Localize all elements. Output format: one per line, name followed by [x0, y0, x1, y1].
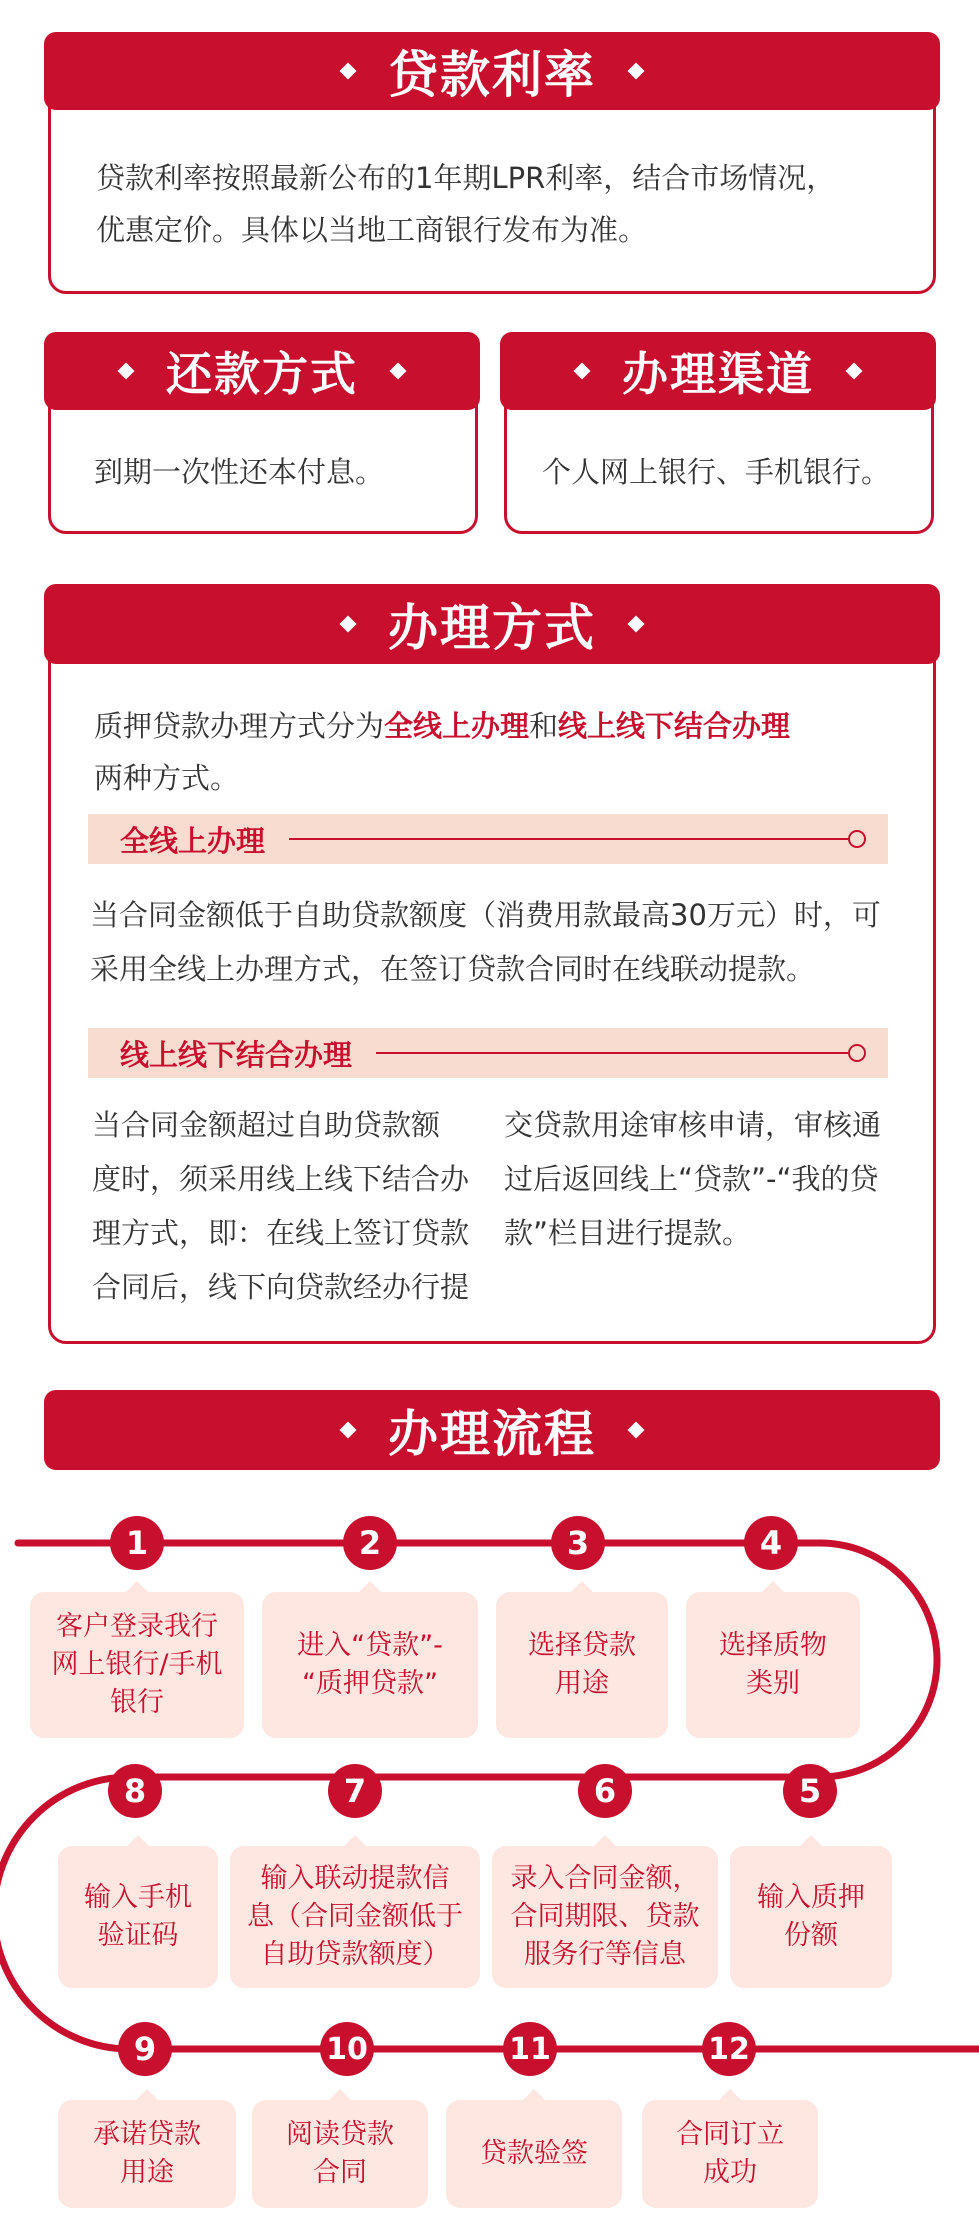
step-6-number: 6	[578, 1764, 632, 1818]
step-2-number: 2	[343, 1516, 397, 1570]
intro-highlight-combined: 线上线下结合办理	[558, 709, 791, 743]
step-2-box	[262, 1592, 478, 1738]
channel-text: 个人网上银行、手机银行。	[542, 455, 891, 489]
intro-highlight-online: 全线上办理	[384, 709, 530, 743]
step-7-text: 输入联动提款信 息（合同金额低于 自助贷款额度）	[247, 1863, 463, 1970]
step-5-number: 5	[783, 1764, 837, 1818]
caret-icon	[127, 1835, 149, 1846]
combined-text-line: 交贷款用途审核申请，审核通	[504, 1108, 882, 1142]
step-12-box	[642, 2100, 818, 2208]
combined-text-line: 过后返回线上“贷款”-“我的贷	[504, 1162, 879, 1196]
step-12-text: 合同订立 成功	[676, 2119, 784, 2188]
caret-icon	[329, 2089, 351, 2100]
step-5-box	[730, 1846, 892, 1988]
repay-text: 到期一次性还本付息。	[94, 455, 385, 489]
online-text-line: 当合同金额低于自助贷款额度（消费用款最高30万元）时，可	[90, 898, 881, 932]
caret-icon	[523, 2089, 545, 2100]
caret-icon	[594, 1835, 616, 1846]
step-6-text: 录入合同金额， 合同期限、贷款 服务行等信息	[510, 1863, 700, 1970]
step-7-number: 7	[328, 1764, 382, 1818]
step-1-text: 客户登录我行 网上银行/手机 银行	[51, 1611, 223, 1718]
step-10-number: 10	[320, 2022, 374, 2076]
rate-title: 贷款利率	[388, 46, 596, 104]
rate-text-line: 优惠定价。具体以当地工商银行发布为准。	[96, 213, 648, 247]
step-1-number: 1	[110, 1516, 164, 1570]
step-3-number: 3	[551, 1516, 605, 1570]
step-4-text: 选择质物 类别	[719, 1630, 827, 1699]
online-text-line: 采用全线上办理方式，在签订贷款合同时在线联动提款。	[90, 952, 816, 986]
step-5-text: 输入质押 份额	[757, 1882, 865, 1951]
combined-text-line: 当合同金额超过自助贷款额	[92, 1108, 441, 1142]
repay-title: 还款方式	[166, 347, 358, 401]
combined-text-line: 度时，须采用线上线下结合办	[92, 1162, 470, 1196]
caret-icon	[571, 1581, 593, 1592]
rate-text-line: 贷款利率按照最新公布的1年期LPR利率，结合市场情况，	[96, 161, 836, 195]
caret-icon	[359, 1581, 381, 1592]
combined-label: 线上线下结合办理	[120, 1037, 353, 1072]
step-10-box	[252, 2100, 428, 2208]
step-11-number: 11	[503, 2022, 557, 2076]
step-4-box	[686, 1592, 860, 1738]
step-1-box	[30, 1592, 244, 1738]
caret-icon	[800, 1835, 822, 1846]
combined-text-line: 理方式，即：在线上签订贷款	[92, 1216, 470, 1250]
step-11-text: 贷款验签	[480, 2138, 588, 2169]
step-2-text: 进入“贷款”- “质押贷款”	[297, 1630, 443, 1699]
caret-icon	[126, 1581, 148, 1592]
channel-title: 办理渠道	[622, 347, 814, 401]
step-12-number: 12	[702, 2022, 756, 2076]
combined-text-line: 款”栏目进行提款。	[504, 1216, 752, 1250]
step-11-box	[446, 2100, 622, 2208]
step-8-text: 输入手机 验证码	[84, 1882, 192, 1951]
method-title: 办理方式	[388, 599, 596, 657]
combined-text-line: 合同后，线下向贷款经办行提	[92, 1270, 470, 1304]
step-8-box	[58, 1846, 218, 1988]
step-6-box	[492, 1846, 718, 1988]
step-9-number: 9	[118, 2022, 172, 2076]
step-9-text: 承诺贷款 用途	[93, 2119, 201, 2188]
caret-icon	[719, 2089, 741, 2100]
step-3-text: 选择贷款 用途	[528, 1630, 636, 1699]
step-7-box	[230, 1846, 480, 1988]
caret-icon	[136, 2089, 158, 2100]
step-9-box	[58, 2100, 236, 2208]
step-10-text: 阅读贷款 合同	[286, 2119, 394, 2188]
caret-icon	[762, 1581, 784, 1592]
online-label: 全线上办理	[120, 823, 266, 858]
flow-title: 办理流程	[388, 1405, 596, 1463]
step-3-box	[496, 1592, 668, 1738]
step-8-number: 8	[108, 1764, 162, 1818]
intro-text: 和	[529, 709, 559, 743]
step-4-number: 4	[744, 1516, 798, 1570]
caret-icon	[344, 1835, 366, 1846]
intro-text: 质押贷款办理方式分为	[94, 709, 385, 743]
intro-text: 两种方式。	[94, 761, 240, 795]
